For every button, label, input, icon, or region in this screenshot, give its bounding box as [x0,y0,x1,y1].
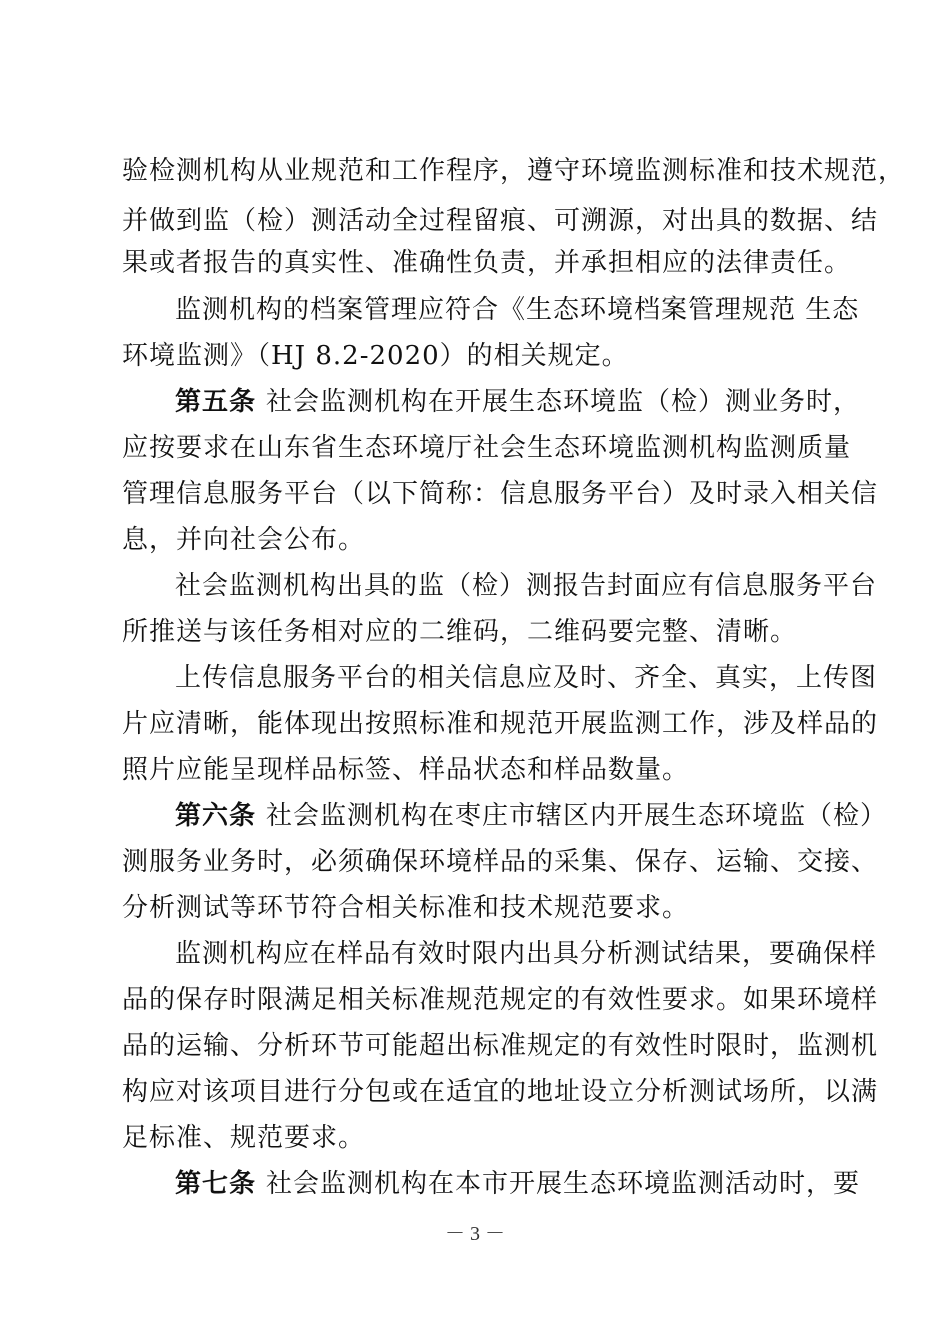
text-line: 验检测机构从业规范和工作程序，遵守环境监测标准和技术规范， [122,156,906,186]
text-line: 社会监测机构在本市开展生态环境监测活动时，要 [266,1169,861,1199]
text-line: 所推送与该任务相对应的二维码，二维码要完整、清晰。 [122,617,798,647]
text-line: 息，并向社会公布。 [122,525,366,555]
text-line: 社会监测机构出具的监（检）测报告封面应有信息服务平台 [175,571,878,601]
text-line: 管理信息服务平台（以下简称：信息服务平台）及时录入相关信 [122,479,879,509]
text-line: 社会监测机构在开展生态环境监（检）测业务时， [266,387,861,417]
text-line: 并做到监（检）测活动全过程留痕、可溯源，对出具的数据、结 [122,206,879,236]
text-line: 上传信息服务平台的相关信息应及时、齐全、真实，上传图 [175,663,878,693]
text-line: 监测机构的档案管理应符合《生态环境档案管理规范 生态 [175,295,860,325]
text-line: 品的运输、分析环节可能超出标准规定的有效性时限时，监测机 [122,1031,879,1061]
text-line: 片应清晰，能体现出按照标准和规范开展监测工作，涉及样品的 [122,709,879,739]
page-number: － 3 － [445,1223,505,1245]
article-5-first-line [175,384,860,420]
article-heading: 第七条 [175,1169,257,1199]
text-line: 测服务业务时，必须确保环境样品的采集、保存、运输、交接、 [122,847,879,877]
text-line: 环境监测》（HJ 8.2-2020）的相关规定。 [122,341,629,371]
text-line: 果或者报告的真实性、准确性负责，并承担相应的法律责任。 [122,248,852,278]
article-7-first-line [175,1166,860,1202]
article-heading: 第六条 [175,801,257,831]
text-line: 社会监测机构在枣庄市辖区内开展生态环境监（检） [266,801,888,831]
text-line: 构应对该项目进行分包或在适宜的地址设立分析测试场所，以满 [122,1077,879,1107]
text-line: 品的保存时限满足相关标准规范规定的有效性要求。如果环境样 [122,985,879,1015]
text-line: 照片应能呈现样品标签、样品状态和样品数量。 [122,755,690,785]
text-line: 应按要求在山东省生态环境厅社会生态环境监测机构监测质量 [122,433,852,463]
article-heading: 第五条 [175,387,257,417]
article-6-first-line [175,798,887,834]
text-line: 足标准、规范要求。 [122,1123,366,1153]
text-line: 分析测试等环节符合相关标准和技术规范要求。 [122,893,690,923]
text-line: 监测机构应在样品有效时限内出具分析测试结果，要确保样 [175,939,878,969]
